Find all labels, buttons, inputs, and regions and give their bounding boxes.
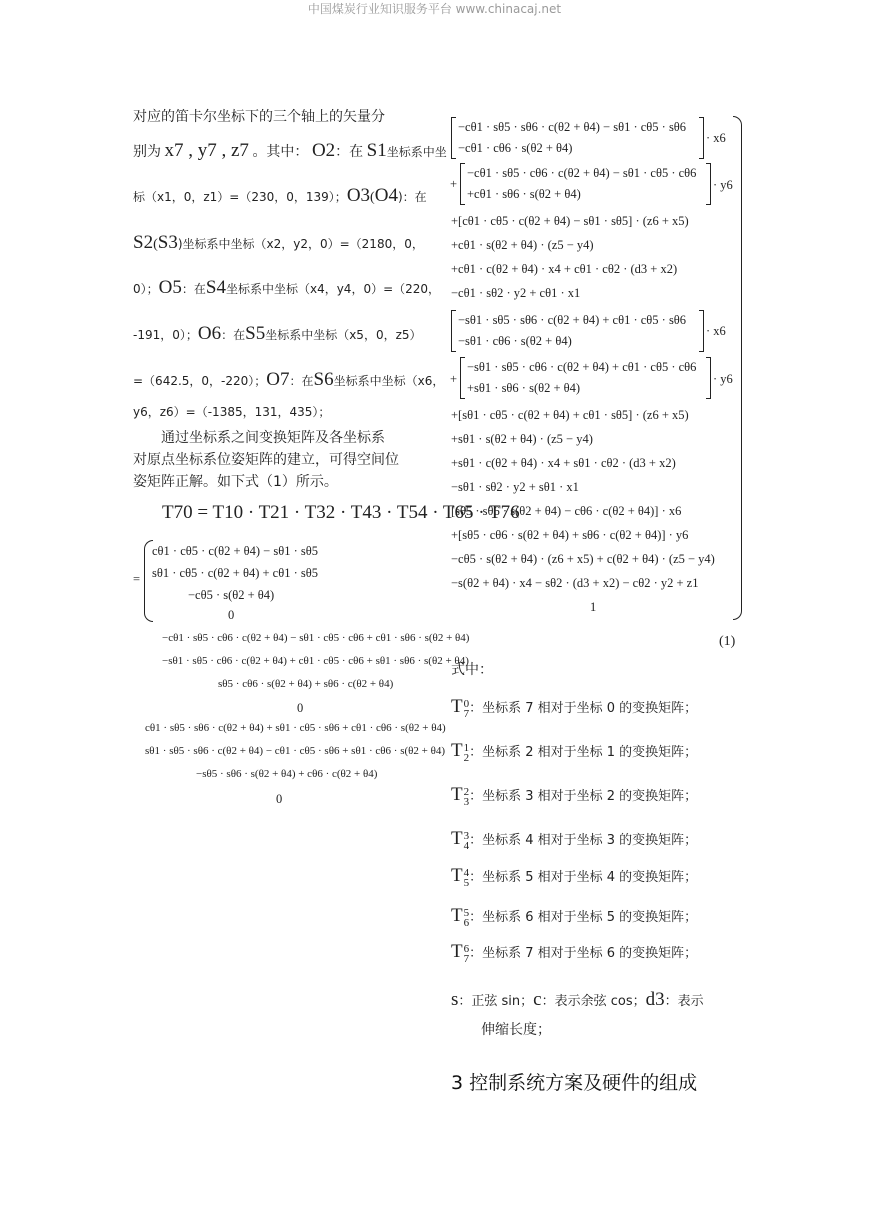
o2-symbol: O2 — [311, 140, 336, 161]
definition-indices: 2 3 — [463, 785, 470, 808]
main-equation: T70 = T10 · T21 · T32 · T43 · T54 · T65 · T76 — [162, 502, 520, 523]
shizhong-label: 式中： — [451, 662, 493, 678]
definition-item — [451, 942, 697, 964]
bracket-7-right — [699, 310, 704, 352]
r7b: −sθ1 · cθ6 · s(θ2 + θ4) — [458, 334, 572, 348]
bracket-8-left — [460, 357, 465, 399]
col3-row1: cθ1 · sθ5 · sθ6 · c(θ2 + θ4) + sθ1 · cθ5 · sθ6 + cθ1 · cθ6 · s(θ2 + θ4) — [145, 722, 446, 734]
definition-item — [451, 785, 697, 807]
definition-symbol: T — [451, 740, 463, 761]
definition-symbol: T — [451, 865, 463, 886]
col2-row2: −sθ1 · sθ5 · cθ6 · c(θ2 + θ4) + cθ1 · cθ5 · cθ6 + sθ1 · sθ6 · s(θ2 + θ4) — [162, 655, 469, 667]
r15: −cθ5 · s(θ2 + θ4) · (z6 + x5) + c(θ2 + θ4) · (z5 − y4) — [451, 552, 715, 566]
r14: +[sθ5 · cθ6 · s(θ2 + θ4) + sθ6 · c(θ2 + θ4)] · y6 — [451, 528, 689, 542]
r2a: −cθ1 · sθ5 · cθ6 · c(θ2 + θ4) − sθ1 · cθ5 · cθ6 — [467, 166, 697, 180]
watermark: 中国煤炭行业知识服务平台 www.chinacaj.net — [307, 2, 562, 16]
s1-symbol: S1 — [366, 140, 387, 161]
bracket-2-left — [460, 163, 465, 205]
para1-line2: 别为 x7 , y7 , z7 。其中： O2：在 S1坐标系中坐 — [133, 140, 447, 161]
definition-text: ：坐标系 2 相对于坐标 1 的变换矩阵； — [469, 745, 698, 760]
r16: −s(θ2 + θ4) · x4 − sθ2 · (d3 + x2) − cθ2 · y2 + z1 — [451, 576, 699, 590]
r5: +cθ1 · c(θ2 + θ4) · x4 + cθ1 · cθ2 · (d3 + x2) — [451, 262, 678, 276]
bracket-1-right — [699, 117, 704, 159]
r17: 1 — [590, 600, 597, 614]
para2-line2: 对原点坐标系位姿矩阵的建立，可得空间位 — [133, 452, 399, 468]
r8a: −sθ1 · sθ5 · cθ6 · c(θ2 + θ4) + cθ1 · cθ5 · cθ6 — [467, 360, 697, 374]
r1a: −cθ1 · sθ5 · sθ6 · c(θ2 + θ4) − sθ1 · cθ5 · sθ6 — [458, 120, 687, 134]
r1b: −cθ1 · cθ6 · s(θ2 + θ4) — [458, 141, 573, 155]
matrix-right-bracket — [733, 116, 742, 620]
r3: +[cθ1 · cθ5 · c(θ2 + θ4) − sθ1 · sθ5] · (z6 + x5) — [451, 214, 689, 228]
definition-indices: 5 6 — [463, 906, 470, 929]
r4: +cθ1 · s(θ2 + θ4) · (z5 − y4) — [451, 238, 594, 252]
bracket-2-right — [706, 163, 711, 205]
section-heading: 3 控制系统方案及硬件的组成 — [451, 1072, 698, 1094]
note-line1: s：正弦 sin；c：表示余弦 cos；d3：表示 — [451, 989, 704, 1010]
r8b: +sθ1 · sθ6 · s(θ2 + θ4) — [467, 381, 581, 395]
definition-symbol: T — [451, 905, 463, 926]
definition-text: ：坐标系 4 相对于坐标 3 的变换矩阵； — [469, 833, 698, 848]
r7x: · x6 — [706, 324, 726, 338]
r8y: · y6 — [713, 372, 733, 386]
definition-symbol: T — [451, 941, 463, 962]
col2-row3: sθ5 · cθ6 · s(θ2 + θ4) + sθ6 · c(θ2 + θ4) — [218, 678, 394, 690]
definition-text: ：坐标系 7 相对于坐标 6 的变换矩阵； — [469, 946, 698, 961]
r11: +sθ1 · c(θ2 + θ4) · x4 + sθ1 · cθ2 · (d3 + x2) — [451, 456, 676, 470]
vector-xyz: x7 , y7 , z7 — [164, 140, 249, 161]
r12: −sθ1 · sθ2 · y2 + sθ1 · x1 — [451, 480, 579, 494]
col1-row1: cθ1 · cθ5 · c(θ2 + θ4) − sθ1 · sθ5 — [152, 544, 318, 558]
col3-row2: sθ1 · sθ5 · sθ6 · c(θ2 + θ4) − cθ1 · cθ5 · sθ6 + sθ1 · cθ6 · s(θ2 + θ4) — [145, 745, 446, 757]
definition-symbol: T — [451, 784, 463, 805]
col3-row4: 0 — [276, 792, 283, 806]
definition-text: ：坐标系 5 相对于坐标 4 的变换矩阵； — [469, 870, 698, 885]
col1-row3: −cθ5 · s(θ2 + θ4) — [188, 588, 275, 602]
para1-line1: 对应的笛卡尔坐标下的三个轴上的矢量分 — [133, 109, 385, 125]
col1-row2: sθ1 · cθ5 · c(θ2 + θ4) + cθ1 · sθ5 — [152, 566, 318, 580]
para1-line3: 标（x1，0，z1）=（230，0，139）；O3(O4)：在 — [133, 185, 427, 206]
bracket-7-left — [451, 310, 456, 352]
r7a: −sθ1 · sθ5 · sθ6 · c(θ2 + θ4) + cθ1 · cθ5 · sθ6 — [458, 313, 687, 327]
definition-item — [451, 829, 697, 851]
col1-row4: 0 — [228, 608, 235, 622]
para1-line6: -191，0）；O6：在S5坐标系中坐标（x5，0，z5） — [133, 323, 422, 344]
definition-item — [451, 866, 697, 888]
para1-line5: 0）；O5：在S4坐标系中坐标（x4，y4，0）=（220， — [133, 277, 441, 298]
definition-indices: 1 2 — [463, 741, 470, 764]
definition-text: ：坐标系 3 相对于坐标 2 的变换矩阵； — [469, 789, 698, 804]
definition-symbol: T — [451, 696, 463, 717]
r13: [sθ5 · sθ6 · s(θ2 + θ4) − cθ6 · c(θ2 + θ4)] · x6 — [451, 504, 682, 518]
plus-sign-2: + — [450, 372, 458, 386]
definition-symbol: T — [451, 828, 463, 849]
r10: +sθ1 · s(θ2 + θ4) · (z5 − y4) — [451, 432, 593, 446]
definition-indices: 0 7 — [463, 697, 470, 720]
note-line2: 伸缩长度； — [481, 1022, 551, 1038]
col2-row1: −cθ1 · sθ5 · cθ6 · c(θ2 + θ4) − sθ1 · cθ5 · cθ6 + cθ1 · sθ6 · s(θ2 + θ4) — [162, 632, 470, 644]
para1-line4: S2(S3)坐标系中坐标（x2，y2，0）=（2180，0， — [133, 232, 424, 253]
para2-line3: 姿矩阵正解。如下式（1）所示。 — [133, 474, 338, 490]
plus-sign-1: + — [450, 177, 458, 191]
definition-indices: 3 4 — [463, 829, 470, 852]
definition-text: ：坐标系 7 相对于坐标 0 的变换矩阵； — [469, 701, 698, 716]
col2-row4: 0 — [297, 701, 304, 715]
definition-text: ：坐标系 6 相对于坐标 5 的变换矩阵； — [469, 910, 698, 925]
r6: −cθ1 · sθ2 · y2 + cθ1 · x1 — [451, 286, 581, 300]
bracket-1-left — [451, 117, 456, 159]
bracket-8-right — [706, 357, 711, 399]
definition-indices: 4 5 — [463, 866, 470, 889]
para2-line1: 通过坐标系之间变换矩阵及各坐标系 — [161, 430, 385, 446]
equation-number: (1) — [719, 634, 736, 649]
para1-line7: =（642.5，0，-220）；O7：在S6坐标系中坐标（x6， — [133, 369, 445, 390]
equals-sign: = — [133, 572, 141, 586]
col3-row3: −sθ5 · sθ6 · s(θ2 + θ4) + cθ6 · c(θ2 + θ4) — [196, 768, 378, 780]
definition-indices: 6 7 — [463, 942, 470, 965]
r2y: · y6 — [713, 178, 733, 192]
definition-item — [451, 697, 697, 719]
definition-item — [451, 906, 697, 928]
para1-line8: y6，z6）=（-1385，131，435）； — [133, 405, 331, 419]
r1x: · x6 — [706, 131, 726, 145]
definition-item — [451, 741, 697, 763]
r2b: +cθ1 · sθ6 · s(θ2 + θ4) — [467, 187, 581, 201]
r9: +[sθ1 · cθ5 · c(θ2 + θ4) + cθ1 · sθ5] · (z6 + x5) — [451, 408, 689, 422]
